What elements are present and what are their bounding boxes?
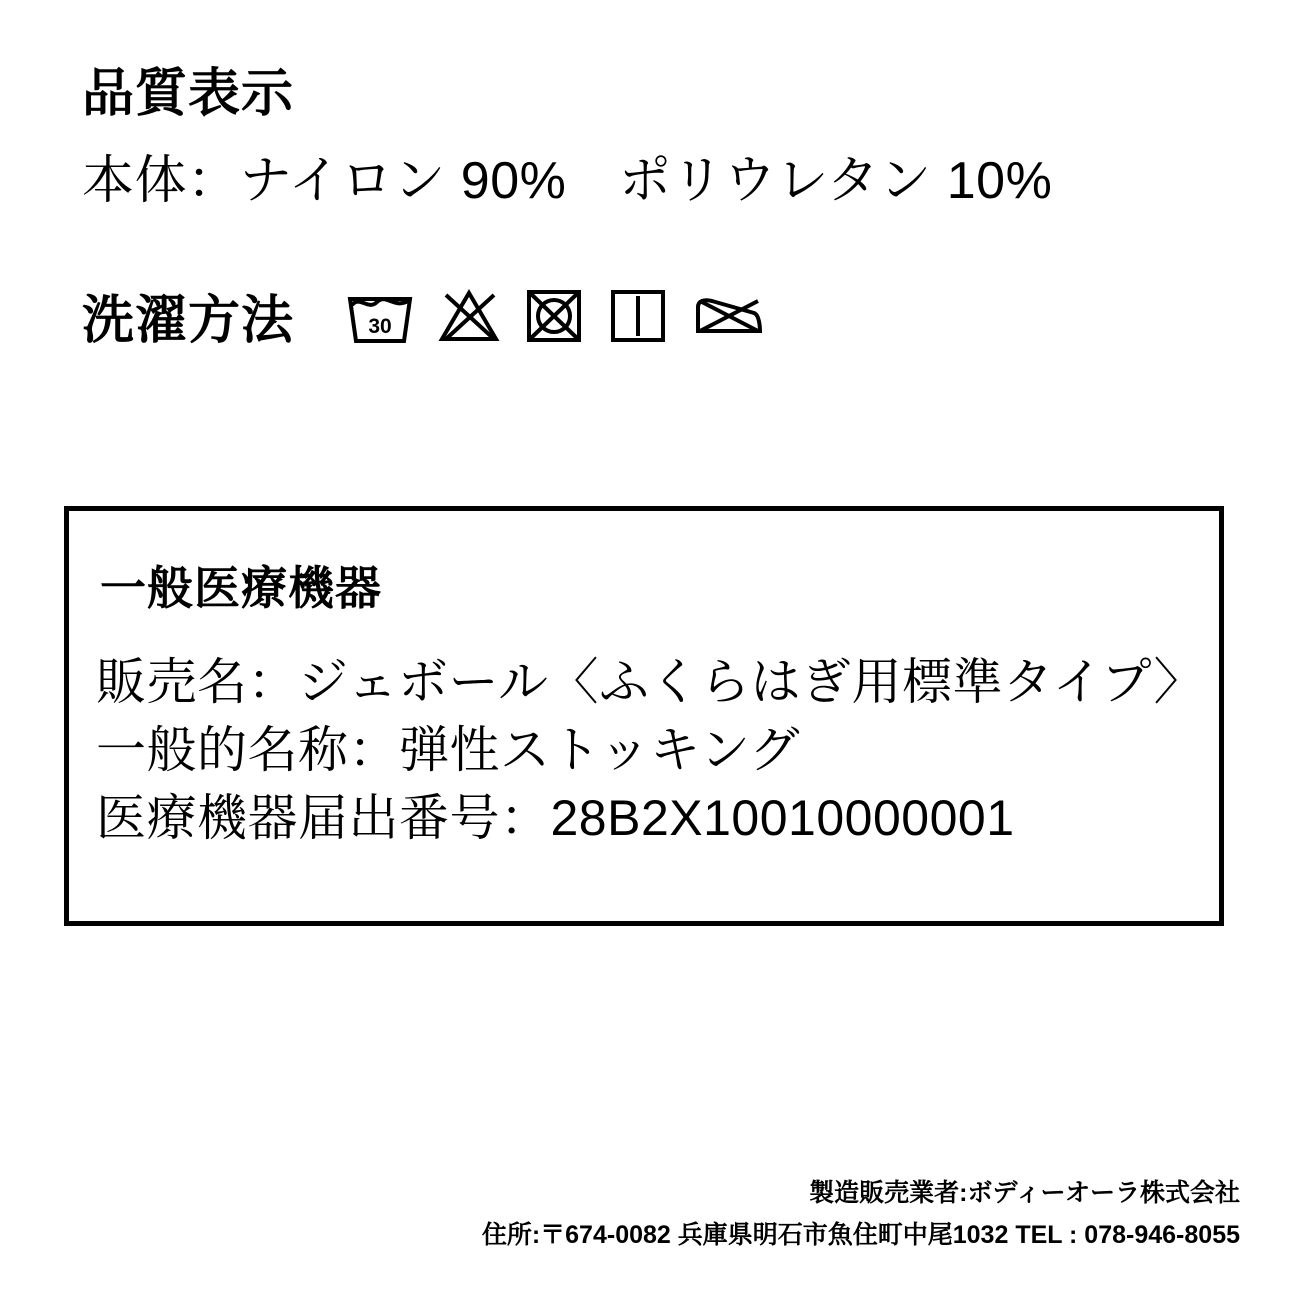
footer-tel: TEL : 078-946-8055 (1015, 1220, 1240, 1249)
footer-address-line (0, 1217, 1240, 1255)
footer-address: 住所:〒674-0082 兵庫県明石市魚住町中尾1032 (481, 1220, 1009, 1249)
quality-heading: 品質表示 (82, 65, 295, 123)
do-not-tumble-dry-icon (524, 287, 584, 345)
medical-device-class-title: 一般医療機器 (100, 562, 382, 614)
wash-heading: 洗濯方法 (82, 292, 295, 350)
do-not-bleach-icon (438, 287, 500, 345)
quality-composition-text: 本体：ナイロン 90% ポリウレタン 10% (82, 152, 1053, 210)
footer (0, 1175, 1240, 1254)
machine-wash-30-icon (346, 285, 414, 347)
wash-temp-label: 30 (368, 314, 392, 338)
wash-symbol-group (346, 285, 764, 347)
wash-instructions-row (82, 278, 764, 353)
footer-manufacturer: 製造販売業者:ボディーオーラ株式会社 (809, 1179, 1240, 1207)
device-product-name: 販売名：ジェボール〈ふくらはぎ用標準タイプ〉 (96, 654, 1204, 710)
device-notification-number: 医療機器届出番号：28B2X10010000001 (96, 790, 1015, 846)
medical-device-details (96, 646, 1204, 850)
drip-dry-in-shade-icon (608, 287, 668, 345)
device-generic-name: 一般的名称：弾性ストッキング (96, 722, 800, 778)
do-not-iron-icon (692, 289, 764, 343)
